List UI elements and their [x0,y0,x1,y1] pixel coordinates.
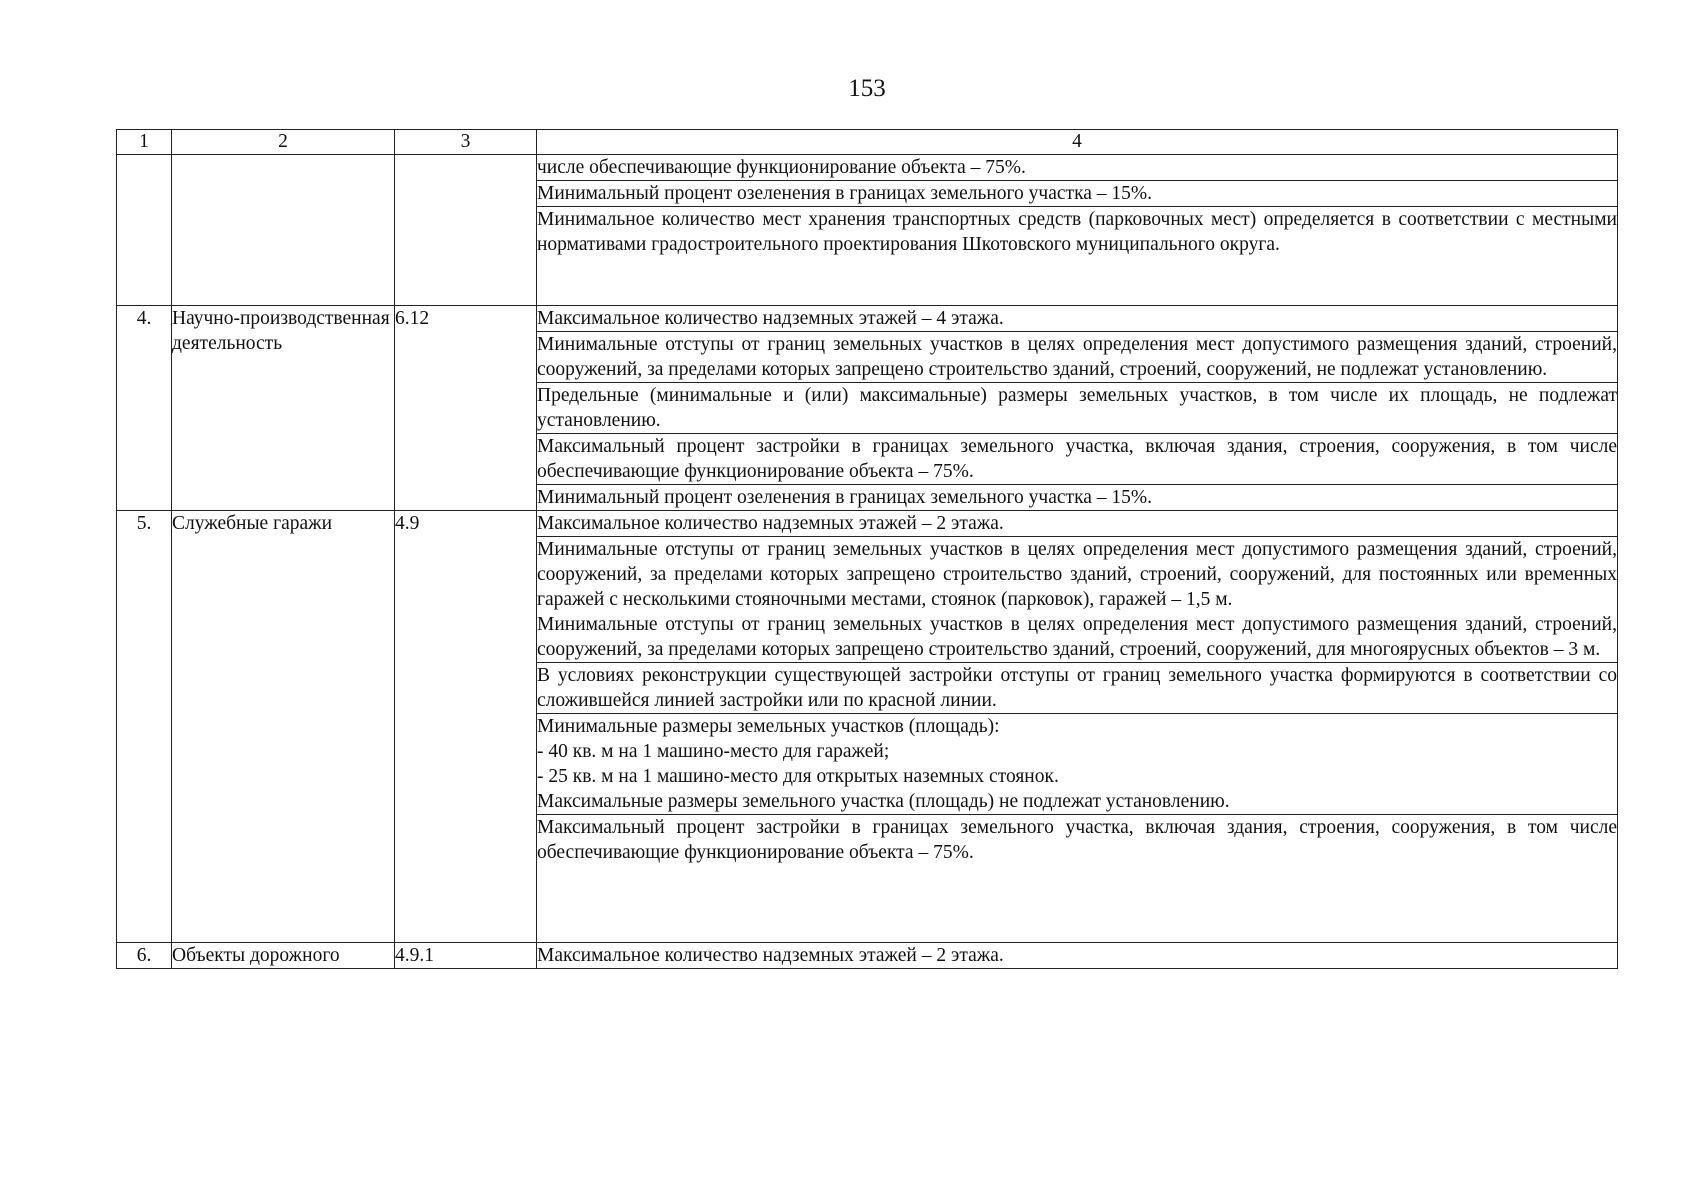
param-cell: Минимальное количество мест хранения транспортных средств (парковочных мест) определяется в соответствии с местными нормативами градостроительного проектирования Шкотовского муниципального округа. [537,207,1618,306]
row-number-cell: 5. [117,511,172,943]
table-row [117,511,1618,537]
param-paragraph: - 40 кв. м на 1 машино-место для гаражей; [537,741,890,762]
row-number-cell: 6. [117,943,172,969]
row-code-cell: 4.9 [395,511,537,943]
table-header-row [117,130,1618,155]
table-row [117,943,1618,969]
row-code-cell: 6.12 [395,306,537,511]
table-row [117,155,1618,181]
param-cell: Минимальный процент озеленения в границах земельного участка – 15%. [537,485,1618,511]
row-code-cell [395,155,537,306]
param-cell: Минимальные отступы от границ земельных участков в целях определения мест допустимого размещения зданий, строений, сооружений, за пределами которых запрещено строительство зданий, строений, сооружений, не подлежат установлению. [537,332,1618,383]
param-cell: Максимальное количество надземных этажей – 2 этажа. [537,943,1618,969]
row-name-cell: Научно-производственная деятельность [172,306,395,511]
param-paragraph: Максимальные размеры земельного участка (площадь) не подлежат установлению. [537,791,1230,812]
page-number: 153 [848,75,886,102]
regulations-table [116,129,1618,969]
table-row [117,306,1618,332]
header-cell-2: 2 [172,130,395,155]
row-name-cell: Служебные гаражи [172,511,395,943]
param-cell: числе обеспечивающие функционирование объекта – 75%. [537,155,1618,181]
param-cell: Минимальный процент озеленения в границах земельного участка – 15%. [537,181,1618,207]
param-cell: В условиях реконструкции существующей застройки отступы от границ земельного участка формируются в соответствии со сложившейся линией застройки или по красной линии. [537,663,1618,714]
param-paragraph: Минимальные отступы от границ земельных участков в целях определения мест допустимого размещения зданий, строений, сооружений, за пределами которых запрещено строительство зданий, строений, сооружений, для постоянных или временных гаражей с несколькими стояночными местами, стоянок (парковок), гаражей – 1,5 м. [537,539,1617,610]
param-cell: Максимальный процент застройки в границах земельного участка, включая здания, строения, сооружения, в том числе обеспечивающие функционирование объекта – 75%. [537,434,1618,485]
param-paragraph: - 25 кв. м на 1 машино-место для открытых наземных стоянок. [537,766,1059,787]
param-cell [537,714,1618,815]
param-cell: Максимальный процент застройки в границах земельного участка, включая здания, строения, сооружения, в том числе обеспечивающие функционирование объекта – 75%. [537,815,1618,943]
row-number-cell [117,155,172,306]
row-name-cell: Объекты дорожного [172,943,395,969]
row-code-cell: 4.9.1 [395,943,537,969]
header-cell-1: 1 [117,130,172,155]
param-cell: Максимальное количество надземных этажей – 4 этажа. [537,306,1618,332]
param-cell: Максимальное количество надземных этажей – 2 этажа. [537,511,1618,537]
header-cell-4: 4 [537,130,1618,155]
param-paragraph: Минимальные размеры земельных участков (площадь): [537,716,1000,737]
param-cell: Предельные (минимальные и (или) максимальные) размеры земельных участков, в том числе их площадь, не подлежат установлению. [537,383,1618,434]
row-name-cell [172,155,395,306]
param-cell [537,537,1618,663]
row-number-cell: 4. [117,306,172,511]
header-cell-3: 3 [395,130,537,155]
param-paragraph: Минимальные отступы от границ земельных участков в целях определения мест допустимого размещения зданий, строений, сооружений, за пределами которых запрещено строительство зданий, строений, сооружений, для многоярусных объектов – 3 м. [537,614,1617,660]
